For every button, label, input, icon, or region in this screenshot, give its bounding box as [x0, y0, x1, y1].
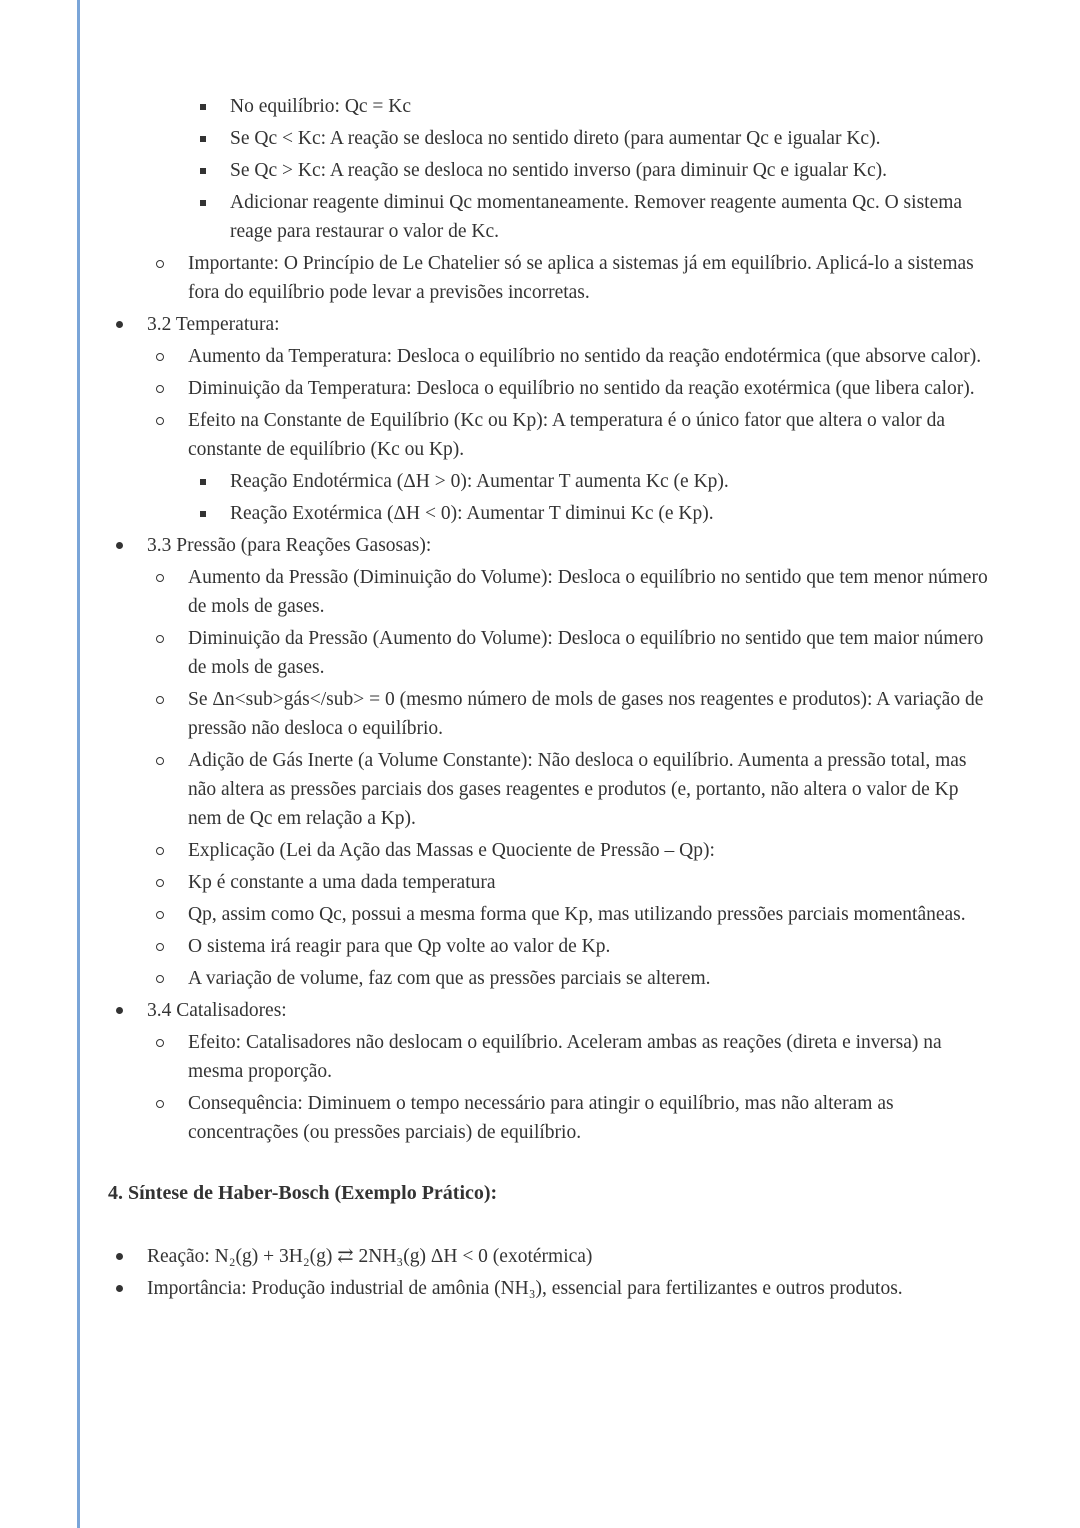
- list-item-text: Se Δn<sub>gás</sub> = 0 (mesmo número de mols de gases nos reagentes e produtos): A variação de pressão não desloca o equilíbrio.: [188, 689, 984, 739]
- circle-bullet-icon: [156, 1100, 164, 1108]
- square-bullet-icon: [200, 200, 206, 206]
- list-item-text: Aumento da Pressão (Diminuição do Volume): Desloca o equilíbrio no sentido que tem menor número de mols de gases.: [188, 567, 988, 617]
- square-bullet-icon: [200, 136, 206, 142]
- list-item-text: Qp, assim como Qc, possui a mesma forma que Kp, mas utilizando pressões parciais momentâneas.: [188, 904, 966, 925]
- list-item-text: 3.2 Temperatura:: [147, 314, 280, 335]
- list-item-text: Reação Endotérmica (ΔH > 0): Aumentar T aumenta Kc (e Kp).: [230, 471, 729, 492]
- document-content: [108, 92, 988, 1306]
- list-item: [200, 467, 988, 496]
- list-item: [116, 310, 988, 339]
- list-item-text: Importância: Produção industrial de amônia (NH₃), essencial para fertilizantes e outros produtos.: [147, 1278, 903, 1299]
- list-item-text: Diminuição da Pressão (Aumento do Volume): Desloca o equilíbrio no sentido que tem maior número de mols de gases.: [188, 628, 984, 678]
- list-item: [156, 836, 988, 865]
- circle-bullet-icon: [156, 417, 164, 425]
- disc-bullet-icon: [116, 1253, 123, 1260]
- circle-bullet-icon: [156, 1039, 164, 1047]
- list-item: [156, 1028, 988, 1086]
- list-item: [200, 124, 988, 153]
- circle-bullet-icon: [156, 757, 164, 765]
- list-item-text: Reação Exotérmica (ΔH < 0): Aumentar T diminui Kc (e Kp).: [230, 503, 714, 524]
- circle-bullet-icon: [156, 260, 164, 268]
- circle-bullet-icon: [156, 696, 164, 704]
- square-bullet-icon: [200, 168, 206, 174]
- circle-bullet-icon: [156, 635, 164, 643]
- list-item-text: Reação: N₂(g) + 3H₂(g) ⇄ 2NH₃(g) ΔH < 0 (exotérmica): [147, 1246, 593, 1267]
- circle-bullet-icon: [156, 847, 164, 855]
- list-item: [116, 1242, 988, 1271]
- list-item: [156, 932, 988, 961]
- list-item: [116, 1274, 988, 1303]
- list-item-text: Diminuição da Temperatura: Desloca o equilíbrio no sentido da reação exotérmica (que libera calor).: [188, 378, 975, 399]
- list-item: [200, 156, 988, 185]
- list-item: [200, 92, 988, 121]
- disc-bullet-icon: [116, 1285, 123, 1292]
- list-item: [116, 996, 988, 1025]
- circle-bullet-icon: [156, 879, 164, 887]
- list-item: [156, 342, 988, 371]
- disc-bullet-icon: [116, 321, 123, 328]
- list-item-text: Aumento da Temperatura: Desloca o equilíbrio no sentido da reação endotérmica (que absorve calor).: [188, 346, 982, 367]
- circle-bullet-icon: [156, 385, 164, 393]
- list-item: [156, 624, 988, 682]
- list-item-text: O sistema irá reagir para que Qp volte ao valor de Kp.: [188, 936, 611, 957]
- circle-bullet-icon: [156, 975, 164, 983]
- list-item-text: Efeito na Constante de Equilíbrio (Kc ou Kp): A temperatura é o único fator que altera o valor da constante de equilíbrio (Kc ou Kp).: [188, 410, 945, 460]
- circle-bullet-icon: [156, 353, 164, 361]
- left-accent-border: [77, 0, 80, 1528]
- list-item: [156, 406, 988, 464]
- list-item-text: Se Qc < Kc: A reação se desloca no sentido direto (para aumentar Qc e igualar Kc).: [230, 128, 881, 149]
- list-item-text: Importante: O Princípio de Le Chatelier só se aplica a sistemas já em equilíbrio. Aplicá-lo a sistemas fora do equilíbrio pode levar a previsões incorretas.: [188, 253, 974, 303]
- list-item: [156, 374, 988, 403]
- circle-bullet-icon: [156, 574, 164, 582]
- circle-bullet-icon: [156, 911, 164, 919]
- square-bullet-icon: [200, 104, 206, 110]
- list-item: [156, 1089, 988, 1147]
- list-item-text: Se Qc > Kc: A reação se desloca no sentido inverso (para diminuir Qc e igualar Kc).: [230, 160, 887, 181]
- list-item-text: A variação de volume, faz com que as pressões parciais se alterem.: [188, 968, 711, 989]
- list-item-text: 3.3 Pressão (para Reações Gasosas):: [147, 535, 432, 556]
- list-item: [156, 249, 988, 307]
- list-item: [156, 964, 988, 993]
- disc-bullet-icon: [116, 1007, 123, 1014]
- list-item: [156, 685, 988, 743]
- list-item: [200, 499, 988, 528]
- list-item: [156, 868, 988, 897]
- list-item-text: Kp é constante a uma dada temperatura: [188, 872, 496, 893]
- square-bullet-icon: [200, 479, 206, 485]
- list-item-text: Adicionar reagente diminui Qc momentaneamente. Remover reagente aumenta Qc. O sistema reage para restaurar o valor de Kc.: [230, 192, 963, 242]
- disc-bullet-icon: [116, 542, 123, 549]
- list-item: [200, 188, 988, 246]
- circle-bullet-icon: [156, 943, 164, 951]
- square-bullet-icon: [200, 511, 206, 517]
- list-item-text: Explicação (Lei da Ação das Massas e Quociente de Pressão – Qp):: [188, 840, 715, 861]
- list-item-text: No equilíbrio: Qc = Kc: [230, 96, 412, 117]
- list-item-text: Adição de Gás Inerte (a Volume Constante): Não desloca o equilíbrio. Aumenta a pressão total, mas não altera as pressões parciais dos gases reagentes e produtos (e, portanto, não altera o valor de Kp nem de Qc em relação a Kp).: [188, 750, 967, 829]
- list-item: [116, 531, 988, 560]
- list-item-text: Consequência: Diminuem o tempo necessário para atingir o equilíbrio, mas não alteram as concentrações (ou pressões parciais) de equilíbrio.: [188, 1093, 894, 1143]
- list-item-text: Efeito: Catalisadores não deslocam o equilíbrio. Aceleram ambas as reações (direta e inversa) na mesma proporção.: [188, 1032, 942, 1082]
- list-item-text: 3.4 Catalisadores:: [147, 1000, 287, 1021]
- list-item: [156, 563, 988, 621]
- list-item: [156, 746, 988, 833]
- list-item: [156, 900, 988, 929]
- section-heading: 4. Síntese de Haber-Bosch (Exemplo Prático):: [108, 1182, 498, 1204]
